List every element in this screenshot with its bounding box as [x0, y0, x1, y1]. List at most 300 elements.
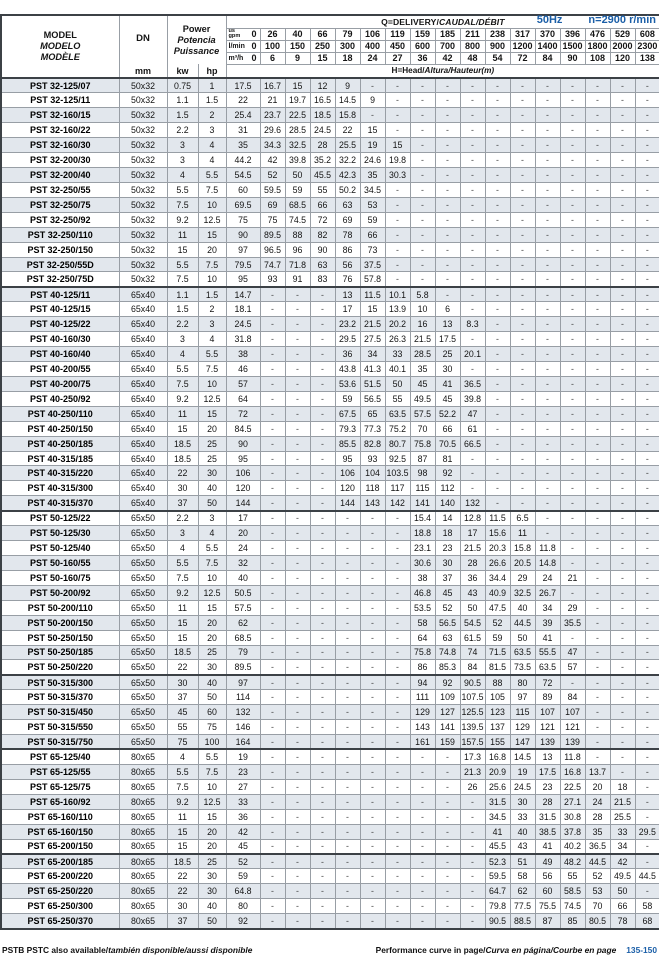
head-value-cell: -	[585, 600, 610, 615]
table-row	[1, 735, 659, 750]
head-value-cell: -	[310, 496, 335, 511]
frequency-speed-line	[537, 14, 656, 28]
head-value-cell: -	[610, 242, 635, 257]
model-cell: PST 65-200/220	[1, 869, 119, 884]
head-value-cell: -	[310, 585, 335, 600]
head-value-cell: -	[610, 212, 635, 227]
head-value-cell: -	[335, 735, 360, 750]
head-value-cell: -	[610, 332, 635, 347]
head-value-cell: -	[635, 93, 659, 108]
hp-cell: 40	[198, 675, 226, 690]
model-cell: PST 65-125/75	[1, 779, 119, 794]
head-value-cell: 54.5	[460, 615, 485, 630]
head-value-cell: -	[635, 541, 659, 556]
head-value-cell: 107	[560, 705, 585, 720]
head-value-cell: -	[510, 227, 535, 242]
head-value-cell: -	[410, 764, 435, 779]
head-value-cell: 21.5	[610, 794, 635, 809]
head-value-cell: -	[385, 630, 410, 645]
head-value-cell: 58	[510, 869, 535, 884]
head-value-cell: 25	[435, 347, 460, 362]
head-value-cell: -	[535, 108, 560, 123]
head-value-cell: 30	[435, 556, 460, 571]
head-value-cell: -	[585, 645, 610, 660]
head-value-cell: -	[310, 511, 335, 526]
head-value-cell: -	[635, 302, 659, 317]
head-value-cell: 21.5	[460, 541, 485, 556]
head-value-cell: -	[285, 436, 310, 451]
head-value-cell: 26	[460, 779, 485, 794]
kw-cell: 9.2	[167, 794, 198, 809]
kw-cell: 22	[167, 660, 198, 675]
head-value-cell: -	[560, 511, 585, 526]
head-value-cell: -	[610, 511, 635, 526]
head-value-cell: -	[560, 675, 585, 690]
head-value-cell: 24	[226, 541, 260, 556]
head-value-cell: 70.5	[435, 436, 460, 451]
head-value-cell: -	[310, 749, 335, 764]
table-row	[1, 78, 659, 93]
head-value-cell: 69	[260, 197, 285, 212]
flow-value: 1400	[535, 40, 560, 52]
head-value-cell: -	[385, 257, 410, 272]
kw-cell: 15	[167, 839, 198, 854]
kw-cell: 11	[167, 406, 198, 421]
head-value-cell: 46.8	[410, 585, 435, 600]
head-value-cell: 20.9	[485, 764, 510, 779]
dn-cell: 80x65	[119, 914, 167, 929]
flow-value: 119	[385, 28, 410, 40]
head-value-cell: -	[285, 645, 310, 660]
head-value-cell: -	[460, 451, 485, 466]
performance-curve-other: Curva en página/Courbe en page	[485, 945, 617, 955]
head-value-cell: -	[310, 421, 335, 436]
dn-cell: 65x50	[119, 675, 167, 690]
hp-cell: 10	[198, 197, 226, 212]
head-value-cell: -	[285, 884, 310, 899]
table-row	[1, 317, 659, 332]
table-row	[1, 794, 659, 809]
model-header-es: MODELO	[40, 41, 81, 51]
head-value-cell: 93	[360, 451, 385, 466]
head-value-cell: 37	[435, 570, 460, 585]
head-value-cell: -	[360, 690, 385, 705]
head-value-cell: 42	[610, 854, 635, 869]
head-value-cell: -	[385, 585, 410, 600]
head-value-cell: 115	[510, 705, 535, 720]
head-value-cell: -	[460, 153, 485, 168]
flow-value: 79	[335, 28, 360, 40]
dn-label: DN	[136, 33, 150, 44]
head-value-cell: -	[585, 660, 610, 675]
head-value-cell: -	[285, 660, 310, 675]
kw-cell: 30	[167, 481, 198, 496]
head-value-cell: -	[635, 645, 659, 660]
head-value-cell: -	[460, 242, 485, 257]
head-value-cell: 23	[226, 764, 260, 779]
model-cell: PST 40-250/110	[1, 406, 119, 421]
head-value-cell: -	[335, 675, 360, 690]
dn-cell: 65x50	[119, 585, 167, 600]
head-value-cell: -	[335, 809, 360, 824]
flow-value: 15	[310, 52, 335, 64]
head-value-cell: 41	[485, 824, 510, 839]
head-value-cell: 59	[485, 630, 510, 645]
kw-cell: 7.5	[167, 376, 198, 391]
head-value-cell: 123	[485, 705, 510, 720]
head-value-cell: 40	[226, 570, 260, 585]
dn-cell: 65x40	[119, 332, 167, 347]
head-value-cell: 21.5	[410, 332, 435, 347]
head-value-cell: 23.1	[410, 541, 435, 556]
head-value-cell: -	[310, 466, 335, 481]
head-value-cell: 20.2	[385, 317, 410, 332]
dn-cell: 50x32	[119, 257, 167, 272]
head-value-cell: 52.2	[435, 406, 460, 421]
dn-cell: 65x50	[119, 511, 167, 526]
head-value-cell: -	[460, 123, 485, 138]
dn-cell: 50x32	[119, 153, 167, 168]
head-value-cell: 52	[585, 869, 610, 884]
flow-unit-us-gpm	[226, 28, 260, 40]
head-value-cell: 70	[410, 421, 435, 436]
head-value-cell: -	[410, 123, 435, 138]
head-value-cell: 54.5	[226, 168, 260, 183]
table-row	[1, 376, 659, 391]
table-row	[1, 108, 659, 123]
head-value-cell: -	[585, 138, 610, 153]
head-value-cell: 38	[226, 347, 260, 362]
head-value-cell: 59	[360, 212, 385, 227]
model-cell: PST 50-315/370	[1, 690, 119, 705]
head-value-cell: -	[285, 749, 310, 764]
head-value-cell: -	[410, 839, 435, 854]
kw-cell: 22	[167, 869, 198, 884]
head-value-cell: 97	[226, 242, 260, 257]
head-value-cell: 24.6	[360, 153, 385, 168]
dn-cell: 50x32	[119, 227, 167, 242]
head-value-cell: 35.2	[310, 153, 335, 168]
head-value-cell: -	[535, 168, 560, 183]
head-value-cell: 10	[410, 302, 435, 317]
model-cell: PST 32-250/110	[1, 227, 119, 242]
kw-cell: 9.2	[167, 585, 198, 600]
head-value-cell: 34	[535, 600, 560, 615]
head-value-cell: -	[585, 182, 610, 197]
model-cell: PST 40-200/55	[1, 362, 119, 377]
hp-cell: 50	[198, 496, 226, 511]
hp-cell: 7.5	[198, 362, 226, 377]
kw-cell: 37	[167, 914, 198, 929]
head-value-cell: -	[560, 317, 585, 332]
head-value-cell: -	[585, 451, 610, 466]
head-value-cell: -	[535, 526, 560, 541]
model-header-fr: MODÈLE	[40, 52, 80, 62]
head-value-cell: -	[560, 242, 585, 257]
head-value-cell: -	[285, 332, 310, 347]
dn-cell: 65x50	[119, 645, 167, 660]
head-value-cell: -	[335, 854, 360, 869]
head-value-cell: 40.1	[385, 362, 410, 377]
hp-cell: 10	[198, 272, 226, 287]
head-value-cell: 62	[226, 615, 260, 630]
head-value-cell: -	[585, 705, 610, 720]
head-value-cell: 13	[435, 317, 460, 332]
flow-value: 1500	[560, 40, 585, 52]
head-value-cell: -	[610, 302, 635, 317]
head-value-cell: 24.5	[310, 123, 335, 138]
head-value-cell: -	[585, 436, 610, 451]
head-value-cell: -	[260, 869, 285, 884]
hp-cell: 30	[198, 466, 226, 481]
head-value-cell: 120	[226, 481, 260, 496]
head-value-cell: -	[360, 78, 385, 93]
head-value-cell: -	[585, 123, 610, 138]
head-value-cell: 86	[410, 660, 435, 675]
head-value-cell: -	[610, 317, 635, 332]
head-value-cell: 23	[435, 541, 460, 556]
head-value-cell: 5.8	[410, 287, 435, 302]
model-cell: PST 65-125/55	[1, 764, 119, 779]
head-value-cell: -	[260, 451, 285, 466]
model-cell: PST 65-160/110	[1, 809, 119, 824]
table-row	[1, 675, 659, 690]
kw-cell: 55	[167, 720, 198, 735]
head-value-cell: -	[310, 824, 335, 839]
head-value-cell: -	[335, 690, 360, 705]
head-value-cell: 82	[310, 227, 335, 242]
head-value-cell: -	[585, 406, 610, 421]
head-value-cell: -	[535, 376, 560, 391]
head-value-cell: -	[510, 496, 535, 511]
head-value-cell: -	[335, 720, 360, 735]
head-value-cell: 98	[410, 466, 435, 481]
hp-cell: 20	[198, 421, 226, 436]
head-value-cell: -	[560, 93, 585, 108]
head-value-cell: -	[385, 526, 410, 541]
head-value-cell: -	[285, 496, 310, 511]
head-value-cell: -	[610, 764, 635, 779]
head-value-cell: 93	[260, 272, 285, 287]
hp-cell: 4	[198, 332, 226, 347]
head-value-cell: -	[260, 496, 285, 511]
power-header-fr: Puissance	[173, 45, 220, 56]
table-row	[1, 123, 659, 138]
table-row	[1, 541, 659, 556]
head-value-cell: 40	[510, 824, 535, 839]
model-cell: PST 50-250/185	[1, 645, 119, 660]
head-value-cell: -	[285, 600, 310, 615]
head-value-cell: 59.5	[485, 869, 510, 884]
head-value-cell: -	[410, 914, 435, 929]
head-value-cell: -	[460, 794, 485, 809]
head-value-cell: -	[385, 615, 410, 630]
table-row	[1, 332, 659, 347]
head-value-cell: 78	[335, 227, 360, 242]
head-value-cell: -	[585, 78, 610, 93]
head-value-cell: 17.5	[535, 764, 560, 779]
head-value-cell: 29	[510, 570, 535, 585]
head-value-cell: -	[310, 705, 335, 720]
kw-cell: 2.2	[167, 317, 198, 332]
head-value-cell: -	[460, 212, 485, 227]
head-value-cell: 17	[335, 302, 360, 317]
head-value-cell: -	[610, 481, 635, 496]
model-column-header	[1, 15, 119, 78]
head-value-cell: -	[410, 899, 435, 914]
head-value-cell: -	[635, 556, 659, 571]
head-value-cell: -	[260, 406, 285, 421]
flow-unit-m3-h	[226, 52, 260, 64]
head-value-cell: -	[310, 541, 335, 556]
head-value-cell: -	[610, 168, 635, 183]
table-row	[1, 526, 659, 541]
head-value-cell: -	[285, 824, 310, 839]
head-value-cell: -	[510, 197, 535, 212]
head-value-cell: -	[385, 93, 410, 108]
head-value-cell: 94	[410, 675, 435, 690]
head-value-cell: 39.8	[285, 153, 310, 168]
head-value-cell: 90.5	[485, 914, 510, 929]
head-value-cell: -	[610, 496, 635, 511]
speed-label: n=2900 r/min	[588, 14, 656, 26]
model-cell: PST 40-315/370	[1, 496, 119, 511]
head-value-cell: 15	[285, 78, 310, 93]
head-value-cell: -	[410, 93, 435, 108]
head-value-cell: -	[410, 794, 435, 809]
head-value-cell: -	[260, 779, 285, 794]
head-value-cell: 74.5	[560, 899, 585, 914]
head-value-cell: 79.5	[226, 257, 260, 272]
head-value-cell: -	[285, 794, 310, 809]
model-cell: PST 50-125/30	[1, 526, 119, 541]
head-value-cell: -	[260, 317, 285, 332]
head-value-cell: -	[560, 541, 585, 556]
head-value-cell: 22.5	[285, 108, 310, 123]
head-value-cell: 52	[226, 854, 260, 869]
head-header-other: Altura/Hauteur(m)	[424, 66, 495, 76]
hp-cell: 4	[198, 138, 226, 153]
dn-cell: 65x40	[119, 287, 167, 302]
head-value-cell: -	[360, 585, 385, 600]
head-value-cell: -	[535, 436, 560, 451]
head-value-cell: -	[410, 854, 435, 869]
head-value-cell: 26.6	[485, 556, 510, 571]
flow-unit-label: us gpm	[228, 28, 241, 39]
head-value-cell: 28.5	[285, 123, 310, 138]
availability-note	[2, 945, 252, 955]
head-value-cell: -	[285, 541, 310, 556]
head-value-cell: 32.5	[510, 585, 535, 600]
head-value-cell: -	[460, 824, 485, 839]
head-value-cell: -	[310, 764, 335, 779]
head-value-cell: 28	[310, 138, 335, 153]
curve-page-numbers: 135-150	[626, 945, 657, 955]
head-value-cell: -	[435, 197, 460, 212]
flow-zero-value: 0	[251, 53, 257, 63]
head-value-cell: -	[585, 541, 610, 556]
head-value-cell: -	[635, 332, 659, 347]
kw-cell: 3	[167, 332, 198, 347]
head-value-cell: -	[385, 914, 410, 929]
head-value-cell: -	[535, 332, 560, 347]
head-value-cell: -	[335, 884, 360, 899]
head-value-cell: 38	[410, 570, 435, 585]
head-value-cell: 45.5	[485, 839, 510, 854]
head-value-cell: 90	[226, 436, 260, 451]
head-value-cell: -	[585, 197, 610, 212]
table-row	[1, 705, 659, 720]
head-value-cell: -	[485, 78, 510, 93]
head-value-cell: 21.5	[360, 317, 385, 332]
hp-cell: 12.5	[198, 391, 226, 406]
head-value-cell: 66.5	[460, 436, 485, 451]
head-value-cell: 14.5	[335, 93, 360, 108]
dn-cell: 80x65	[119, 884, 167, 899]
head-value-cell: 11.8	[560, 749, 585, 764]
head-value-cell: -	[610, 570, 635, 585]
hp-cell: 60	[198, 705, 226, 720]
head-value-cell: -	[335, 899, 360, 914]
head-value-cell: -	[535, 466, 560, 481]
dn-cell: 50x32	[119, 78, 167, 93]
head-value-cell: 35	[360, 168, 385, 183]
model-header-en: MODEL	[43, 30, 77, 40]
head-value-cell: 41	[435, 376, 460, 391]
table-row	[1, 615, 659, 630]
head-value-cell: -	[485, 317, 510, 332]
dn-column-header	[119, 15, 167, 78]
head-value-cell: -	[610, 630, 635, 645]
head-value-cell: 50	[510, 630, 535, 645]
head-value-cell: -	[510, 212, 535, 227]
head-value-cell: 68.5	[285, 197, 310, 212]
head-value-cell: 132	[226, 705, 260, 720]
head-value-cell: 50.2	[335, 182, 360, 197]
head-value-cell: -	[610, 690, 635, 705]
hp-cell: 20	[198, 839, 226, 854]
head-value-cell: -	[260, 332, 285, 347]
head-value-cell: -	[260, 585, 285, 600]
head-value-cell: -	[560, 526, 585, 541]
table-row	[1, 869, 659, 884]
head-value-cell: 80	[510, 675, 535, 690]
head-value-cell: 72	[535, 675, 560, 690]
flow-value: 400	[360, 40, 385, 52]
model-cell: PST 32-250/75	[1, 197, 119, 212]
hp-cell: 50	[198, 690, 226, 705]
flow-value: 700	[435, 40, 460, 52]
head-value-cell: 75.5	[535, 899, 560, 914]
head-value-cell: -	[285, 764, 310, 779]
head-value-cell: 45	[226, 839, 260, 854]
head-value-cell: -	[435, 182, 460, 197]
head-value-cell: -	[285, 406, 310, 421]
model-cell: PST 40-125/15	[1, 302, 119, 317]
head-value-cell: 15	[360, 123, 385, 138]
head-value-cell: -	[510, 466, 535, 481]
head-value-cell: 89	[535, 690, 560, 705]
head-value-cell: -	[385, 884, 410, 899]
head-value-cell: 17.5	[435, 332, 460, 347]
head-value-cell: 97	[510, 690, 535, 705]
head-value-cell: -	[260, 764, 285, 779]
head-value-cell: 143	[360, 496, 385, 511]
head-value-cell: -	[635, 526, 659, 541]
head-value-cell: -	[260, 376, 285, 391]
dn-cell: 65x40	[119, 421, 167, 436]
head-value-cell: 68.5	[226, 630, 260, 645]
